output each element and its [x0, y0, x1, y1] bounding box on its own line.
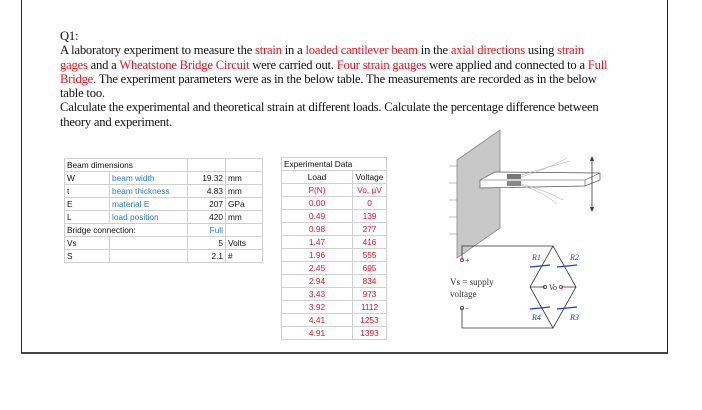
table-row [282, 275, 387, 288]
vs-symbol: Vs [65, 237, 110, 250]
r1-label: R1 [532, 253, 541, 262]
experimental-data-table [281, 157, 387, 340]
beam-val: 19.32 [188, 172, 226, 185]
vs-value: 5 [188, 237, 226, 250]
table-row [282, 223, 387, 236]
voltage-cell: 834 [353, 275, 387, 288]
voltage-cell: 1112 [353, 301, 387, 314]
question-text-run: . The experiment parameters were as in the below table. The measurements are recorded as in the below table too. [60, 71, 597, 101]
vs-voltage-label: voltage [450, 289, 477, 299]
load-cell: 2.94 [282, 275, 353, 288]
beam-row [65, 172, 263, 185]
table-row [282, 236, 387, 249]
load-cell: 4.41 [282, 314, 353, 327]
col-load: Load [282, 171, 353, 184]
load-cell: 3.43 [282, 288, 353, 301]
question-text-run: were applied and connected to a [426, 57, 588, 72]
beam-desc: beam width [110, 172, 188, 185]
beam-sym: E [65, 198, 110, 211]
s-symbol: S [65, 250, 110, 263]
question-label: Q1: [60, 29, 79, 43]
s-unit: # [226, 250, 263, 263]
beam-unit: mm [226, 172, 263, 185]
highlighted-term: axial directions [450, 43, 525, 58]
question-paragraph-2: Calculate the experimental and theoretical strain at different loads. Calculate the percentage difference between theory and experiment. [60, 100, 599, 129]
unit-load: P(N) [282, 184, 353, 197]
table-row [282, 288, 387, 301]
question-text-run: A laboratory experiment to measure the [60, 43, 256, 58]
voltage-cell: 973 [353, 288, 387, 301]
beam-sym: W [65, 172, 110, 185]
vs-unit: Volts [226, 237, 263, 250]
table-row [282, 301, 387, 314]
question-text-run: using [524, 43, 558, 58]
highlighted-term: Four strain gauges [336, 57, 427, 72]
highlighted-term: strain gages [60, 43, 584, 72]
minus-sign: − [465, 304, 470, 313]
beam-val: 4.83 [188, 185, 226, 198]
load-cell: 2.45 [282, 262, 353, 275]
r3-label: R3 [570, 313, 579, 322]
question-text-run: were carried out. [249, 57, 337, 72]
question-text [60, 29, 612, 129]
load-cell: 3.92 [282, 301, 353, 314]
load-cell: 1.96 [282, 249, 353, 262]
beam-val: 207 [188, 198, 226, 211]
table-row [282, 327, 387, 340]
beam-val: 420 [188, 211, 226, 224]
load-cell: 0.49 [282, 210, 353, 223]
beam-sym: L [65, 211, 110, 224]
unit-voltage: Vo, µV [353, 184, 387, 197]
question-text-run: in a [281, 43, 306, 58]
beam-row [65, 198, 263, 211]
question-text-run: and a [87, 57, 120, 72]
load-cell: 1.47 [282, 236, 353, 249]
highlighted-term: loaded cantilever beam [305, 43, 418, 58]
cantilever-bridge-figure [445, 128, 610, 338]
beam-unit: mm [226, 211, 263, 224]
beam-dimensions-table [64, 158, 263, 263]
highlighted-term: strain [255, 43, 282, 58]
voltage-cell: 139 [353, 210, 387, 223]
r2-label: R2 [570, 253, 579, 262]
beam-header: Beam dimensions [65, 159, 188, 172]
beam-unit: mm [226, 185, 263, 198]
r4-label: R4 [532, 313, 541, 322]
bridge-value: Full [188, 224, 226, 237]
vs-supply-label: Vs = supply [450, 277, 494, 287]
voltage-cell: 695 [353, 262, 387, 275]
table-row [282, 249, 387, 262]
table-row [282, 197, 387, 210]
table-row [282, 314, 387, 327]
beam-row [65, 211, 263, 224]
beam-row [65, 185, 263, 198]
s-value: 2.1 [188, 250, 226, 263]
load-cell: 0.98 [282, 223, 353, 236]
voltage-cell: 277 [353, 223, 387, 236]
vo-label: Vo [549, 283, 557, 292]
question-paragraph-1 [60, 43, 612, 100]
highlighted-term: Wheatstone Bridge Circuit [119, 57, 250, 72]
wheatstone-bridge-diagram [460, 246, 577, 328]
plus-sign: + [465, 256, 470, 265]
question-text-run: in the [417, 43, 451, 58]
beam-sym: t [65, 185, 110, 198]
voltage-cell: 555 [353, 249, 387, 262]
voltage-cell: 0 [353, 197, 387, 210]
table-row [282, 210, 387, 223]
cantilever-beam-illustration [449, 130, 600, 258]
beam-desc: load position [110, 211, 188, 224]
beam-unit: GPa [226, 198, 263, 211]
table-row [282, 262, 387, 275]
voltage-cell: 416 [353, 236, 387, 249]
bridge-label: Bridge connection: [65, 224, 188, 237]
beam-desc: material E [110, 198, 188, 211]
voltage-cell: 1253 [353, 314, 387, 327]
beam-desc: beam thickness [110, 185, 188, 198]
col-voltage: Voltage [353, 171, 387, 184]
voltage-cell: 1393 [353, 327, 387, 340]
load-cell: 4.91 [282, 327, 353, 340]
load-cell: 0.00 [282, 197, 353, 210]
highlighted-term: Full Bridge [60, 57, 608, 86]
exp-title: Experimental Data [282, 158, 387, 171]
